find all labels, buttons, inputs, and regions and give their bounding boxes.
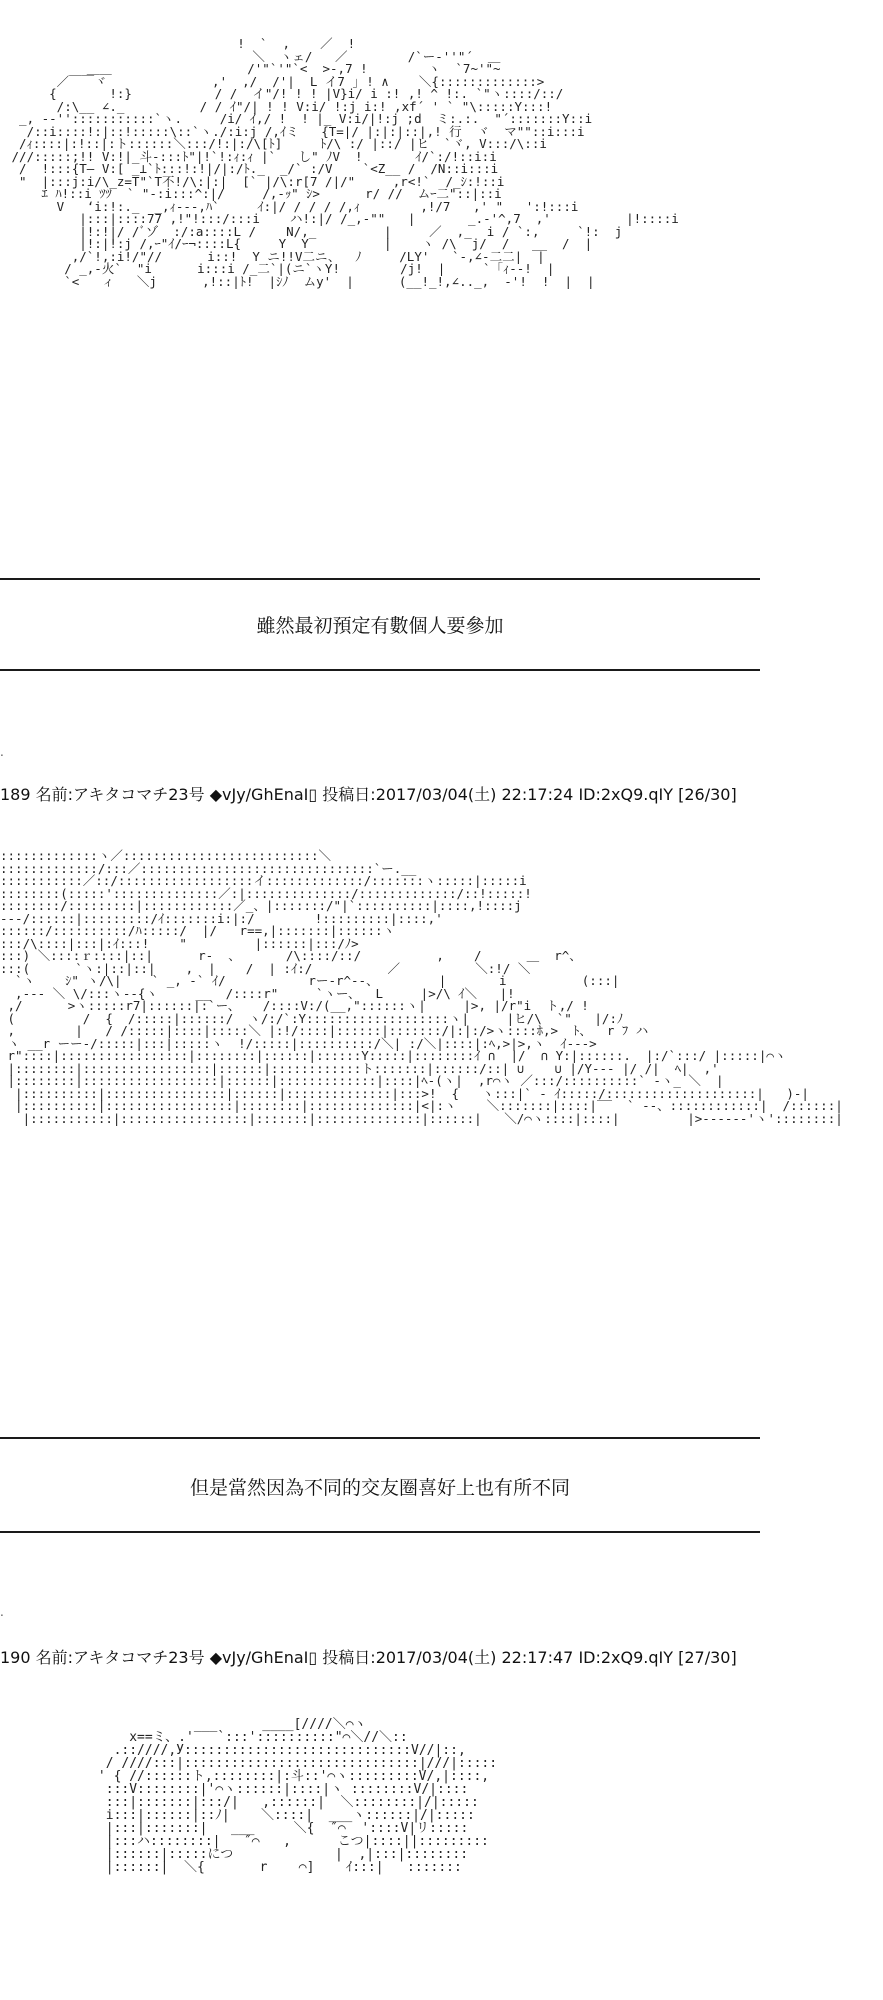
post-count: [27/30] <box>678 1648 737 1667</box>
marker-dot: . <box>0 745 4 759</box>
post-date: 2017/03/04(土) 22:17:24 <box>375 785 574 804</box>
ascii-art-scene-2: :::::::::::::ヽ／::::::::::::::::::::::::::＼ :::::::::::::/:::／:::::::::::::::::::::::::::::::`ー.__ :::::::::::／::/::::::::::::::::::イ:::::::::::::/:::::::ヽ:::::|:::::i ::::::::(:::::'::::::::::::::／:|::::::::::::::/:::::::::::::/::!:::::! ::::::::/:::::::::|::::::::::::／_、|:::::::/"|`::::::::::|::::,!::::j --‐/::::::|:::::::::/ｲ:::::::i:|:/ !:::::::::|::::,' ::::::/::::::::::/ﾊ:::::/ |/ r==,|:::::::|::::::ヽ :::/\::::|:::|:ｲ:::! " |::::::|:::/ﾉ> :::) ＼::::ｒ::::|::| r‐ 、 /\::::/::/ , / ＿ r^、 :::( `ヽ:|::|::| , | / | :ｲ:/ ／ ＼:!/ ＼ `ヽ ｼ" ヽ/\| ` _, -` ｲ/ rー-r^‐-、 | i (:::| ,--- ＼ \/:::ヽ--{ヽ __ /::::r" `ヽー、 L |>/\ ｲ＼ |! ,/ >ヽ:::::r7|::::::|:`ー、 /::::V:/(__,"::::::ヽ| |>, |/r"i ト,/ ! ( / { /:::::|::::::/ ヽ/:/`:Y:::::::::::::::::::ヽ| |ヒ/\ `" |/:ﾉ , | / /:::::|::::|:::::＼ |:!/::::|::::::|:::::::/|:|:/>ヽ::::ﾎ,> ﾄ、 r ﾌ ハ ヽ __r ーー-/:::::|:::|:::::ヽ !/:::::|::::::::::/＼| :/＼|::::|:ﾍ,>|>,ヽ ｲ---> r"::::|:::::::::::::::::|::::::::|::::::|::::::Y:::::|::::::::ｲ ∩ |/ ∩ Y:|::::::. |:/`:::/ |:::::|⌒ヽ |::::::::|:::::::::::::::::|::::::|::::::::::::ト:::::::|::::::/::| ∪ ∪ |/Y--‐ |/ /| ﾍ| ,' |::::::::|::::::::::::::::::|::::::|:::::::::::::|::::|ﾍ-(ヽ| ,r⌒ヽ ／:::/::::::::::` ‐ヽ_ ＼ | |::::::::::|::::::::::::::::|::::::|::::::::::::::|:::>! { ヽ:::|` ‐ ｲ:::::/::::::::::::::::::::| )‐| |::::::::::|:::::::::::::::::|::::::::|::::::::::::::|<|:ヽ ＼:::::::|::::|‾‾ ` ‐-、::::::::::::| /::::::| |:::::::::::|:::::::::::::::::|:::::::|::::::::::::::|::::::| ＼/⌒ヽ::::|::::| |>-‐‐‐‐‐'ヽ'::::::::| <box>0 848 843 1126</box>
divider-top-2 <box>0 1437 760 1439</box>
post-trip: ◆vJy/GhEnaI <box>209 1648 309 1667</box>
post-date-label: 投稿日: <box>322 785 376 804</box>
post-author-name: アキタコマチ23号 <box>73 785 205 804</box>
narration-text-2: 但是當然因為不同的交友圈喜好上也有所不同 <box>189 1477 570 1499</box>
divider-bottom-1 <box>0 669 760 671</box>
post-header-189 <box>0 782 737 805</box>
post-name-label: 名前: <box>35 1648 74 1667</box>
tofu-glyph: ▯ <box>308 1648 318 1667</box>
post-id: ID:2xQ9.qIY <box>578 1648 674 1667</box>
post-number[interactable]: 189 <box>0 785 31 804</box>
post-count: [26/30] <box>678 785 737 804</box>
post-header-190 <box>0 1645 737 1668</box>
post-author-name: アキタコマチ23号 <box>73 1648 205 1667</box>
divider-bottom-2 <box>0 1531 760 1533</box>
ascii-art-scene-3: ____[////＼⌒ヽ x==ミ、.'‾‾‾`:::'::::::::::"⌒＼//＼:: .::////,У:::::::::::::::::::::::::::::V//|::, / ////:::|::::::::::::::::::::::::::::::|///|::::: ' { //::::::ト,::::::::|:斗::'⌒ヽ:::::::::V/,|::::, :::V::::::::|'⌒ヽ::::::|::::|ヽ ::::::::V/|:::: :::|:::::::|:::/| ,::::::| ＼::::::::|/|::::: i:::|::::::|::ﾉ| ＼::::| ___ヽ::::::|/|::::: |:::|:::::::| ___ ＼{ ″⌒ '::::V|リ::::: |:::ハ::::::::| ″⌒ , こつ|::::||::::::::: |::::::|:::::につ | ,|:::|:::::::: |::::::| ＼{ r ⌒] ｲ:::| ::::::: <box>97 1717 498 1875</box>
post-number[interactable]: 190 <box>0 1648 31 1667</box>
narration-text-1: 雖然最初預定有數個人要參加 <box>256 615 504 637</box>
post-trip: ◆vJy/GhEnaI <box>209 785 309 804</box>
post-date-label: 投稿日: <box>322 1648 376 1667</box>
post-id: ID:2xQ9.qIY <box>578 785 674 804</box>
post-date: 2017/03/04(土) 22:17:47 <box>375 1648 574 1667</box>
ascii-art-scene-1: ! ` , ／ ! ＼ ヽェ/ ／ /`ー‐''"´ ＿ ＿＿ /'"`'"`< >-,7 ! ヽ `7~'"~ ／￣￣ヾ ,' ,/ /'| L イ7 ｣ ! ∧ ＼{:::::::::::::> { !:} / / イ"/! ! ! |V}i/ i :! ,! ^ !:. `"ヽ::::/::/ /:\__ ∠._ / / ｲ"/| ! ! V:i/ !:j i:! ,xf´ ' ` "\:::::Y:::! _, -‐'':::::::::::`ヽ. /i/ ｲ,/ ! ! |_ V:i/|!:j ;d ミ:.:. "´:::::::Y::i /::i::::!:|::!:::::\::`ヽ./:i:j /,ｲミ {T=|/ |:|:|::|,! 行 ヾ マ""::i:::i /ｨ::::|:!::|:ト::::::＼:::/!:|:/\[ﾄ] ﾄ/\ :/ |::/ |ヒ `ヾ, V:::/\::i ///:::::;!! V:!|_斗-:::ﾄ"|!`!:ｨ:ｨ |` し" ﾉV ! ｲ/`:/!::i:i / !:::{T― V:[ _⊥`ﾄ:::!:!|/|:/ﾄ._ _/` :/V `<Z__ / /N::i:::i " |:::j:i/\_z=T"`T不!/\:|:| [` |/\:r[7 /|/" ,r<!` /_ｼ:!::i ｴ ﾊ!::i ﾂﾂ ` "-:i:::^:|/ /,-ｯ" ｼ> r/ // ムｰ二"::|::i V ‘i:!:._ _,ｨ---,ﾊ` ｲ:|/ / / / /,ｨ ,!/7 ,' " ':!:::i |:::|::::77 ,!"!:::/:::i ハ!:|/ /_,-"" | _.-'^,7 ,' |!::::i |!:!|/ /ﾞゾ :/:a::::L / N/,_ | ／ ,_ i / `:, `!: j |!:|!:j /,ｰ"ｲ/ｰ¬::::L{ Y Y | ヽ /\ j/ / __ / | ,/`!,:i!/"// i::! Y ニ!!V二ニ、 ﾉ /LY' `‐,∠‐二二| | / _,-火` "i i:::i /_二`|(ニ`ヽY! /j! | `「ｨ‐-! | `< ィ ＼j ,!::|ﾄ! |ｼﾉ ムy' | (__!_!,∠.._, ‐'! ! | | <box>11 36 679 289</box>
marker-dot: . <box>0 1605 4 1619</box>
post-name-label: 名前: <box>35 785 74 804</box>
divider-top-1 <box>0 578 760 580</box>
tofu-glyph: ▯ <box>308 785 318 804</box>
